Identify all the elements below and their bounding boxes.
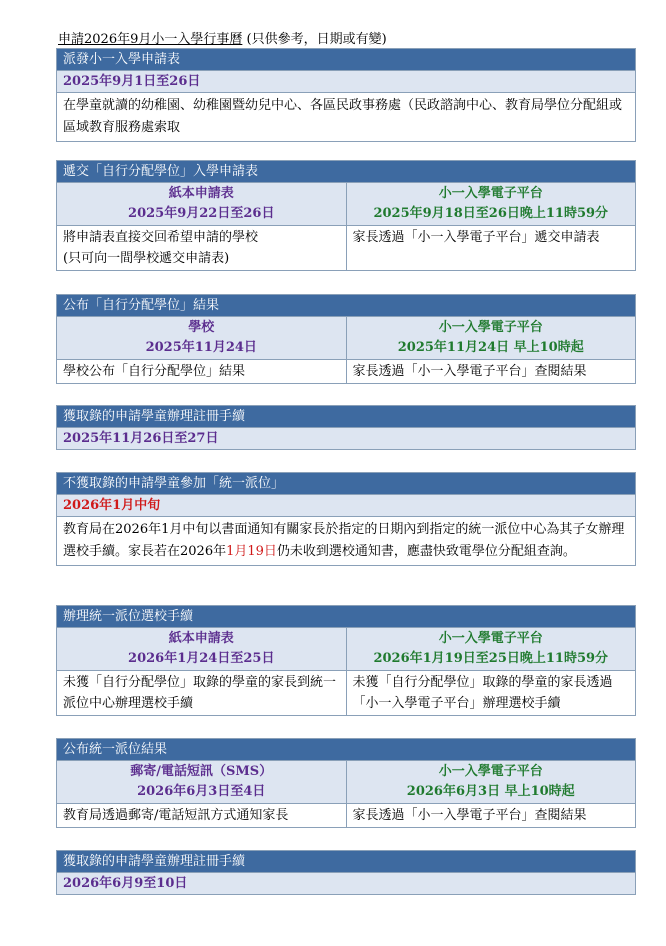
document-title xyxy=(58,28,387,47)
description-text: 教育局在2026年1月中旬以書面通知有關家長於指定的日期內到指定的統一派位中心為其子女辦理選校手續。家長若在2026年 xyxy=(63,522,625,559)
two-column-body xyxy=(57,359,635,383)
school-column-header xyxy=(57,317,346,359)
eplatform-description: 家長透過「小一入學電子平台」遞交申請表 xyxy=(346,226,636,270)
eplatform-column-header xyxy=(346,317,636,359)
eplatform-description: 家長透過「小一入學電子平台」查閱結果 xyxy=(346,360,636,383)
column-title: 小一入學電子平台 xyxy=(438,320,543,335)
description-line: 將申請表直接交回希望申請的學校 xyxy=(63,230,259,245)
school-description: 學校公布「自行分配學位」結果 xyxy=(57,360,346,383)
section-date: 2025年9月1日至26日 xyxy=(57,70,635,92)
highlight-date: 1月19日 xyxy=(226,544,277,559)
section-description xyxy=(57,516,635,565)
section-date: 2026年1月中旬 xyxy=(57,494,635,516)
section-header: 獲取錄的申請學童辦理註冊手續 xyxy=(57,406,635,427)
two-column-header xyxy=(57,182,635,225)
section-description: 在學童就讀的幼稚園、幼稚園暨幼兒中心、各區民政事務處（民政諮詢中心、教育局學位分配組或區域教育服務處索取 xyxy=(57,92,635,141)
title-main: 申請2026年9月小一入學行事曆 xyxy=(58,32,243,47)
two-column-header xyxy=(57,627,635,670)
section-header: 獲取錄的申請學童辦理註冊手續 xyxy=(57,851,635,872)
section-choice-procedures xyxy=(56,605,636,716)
section-date: 2025年11月26日至27日 xyxy=(57,427,635,449)
eplatform-description: 未獲「自行分配學位」取錄的學童的家長透過「小一入學電子平台」辦理選校手續 xyxy=(346,671,636,715)
column-date: 2026年1月19日至25日晚上11時59分 xyxy=(373,651,609,666)
sms-column-header xyxy=(57,761,346,803)
section-registration-1 xyxy=(56,405,636,450)
section-header: 遞交「自行分配學位」入學申請表 xyxy=(57,161,635,182)
section-discretionary-results xyxy=(56,294,636,384)
section-central-allocation xyxy=(56,472,636,566)
two-column-header xyxy=(57,760,635,803)
column-title: 學校 xyxy=(188,320,215,335)
column-title: 小一入學電子平台 xyxy=(438,631,543,646)
section-header: 不獲取錄的申請學童參加「統一派位」 xyxy=(57,473,635,494)
column-date: 2026年6月3日 早上10時起 xyxy=(406,784,575,799)
paper-form-description: 未獲「自行分配學位」取錄的學童的家長到統一派位中心辦理選校手續 xyxy=(57,671,346,715)
eplatform-description: 家長透過「小一入學電子平台」查閱結果 xyxy=(346,804,636,827)
section-header: 派發小一入學申請表 xyxy=(57,49,635,70)
description-line: (只可向一間學校遞交申請表) xyxy=(63,251,230,266)
column-title: 紙本申請表 xyxy=(168,186,234,201)
description-text: 仍未收到選校通知書，應盡快致電學位分配組查詢。 xyxy=(276,544,576,559)
column-title: 小一入學電子平台 xyxy=(438,186,543,201)
two-column-header xyxy=(57,316,635,359)
paper-form-column-header xyxy=(57,628,346,670)
section-date: 2026年6月9至10日 xyxy=(57,872,635,894)
column-date: 2026年1月24日至25日 xyxy=(128,651,275,666)
paper-form-description xyxy=(57,226,346,270)
section-header: 辦理統一派位選校手續 xyxy=(57,606,635,627)
column-title: 郵寄/電話短訊（SMS） xyxy=(130,764,273,779)
eplatform-column-header xyxy=(346,628,636,670)
column-title: 小一入學電子平台 xyxy=(438,764,543,779)
section-header: 公布統一派位結果 xyxy=(57,739,635,760)
sms-description: 教育局透過郵寄/電話短訊方式通知家長 xyxy=(57,804,346,827)
section-distribute-forms xyxy=(56,48,636,142)
two-column-body xyxy=(57,803,635,827)
column-date: 2025年11月24日 xyxy=(145,340,257,355)
two-column-body xyxy=(57,225,635,270)
column-date: 2026年6月3日至4日 xyxy=(137,784,266,799)
section-registration-2 xyxy=(56,850,636,895)
section-header: 公布「自行分配學位」結果 xyxy=(57,295,635,316)
two-column-body xyxy=(57,670,635,715)
paper-form-column-header xyxy=(57,183,346,225)
title-note: (只供參考，日期或有變) xyxy=(246,32,387,47)
column-date: 2025年11月24日 早上10時起 xyxy=(397,340,584,355)
column-date: 2025年9月22日至26日 xyxy=(128,206,275,221)
column-date: 2025年9月18日至26日晚上11時59分 xyxy=(373,206,609,221)
section-submit-discretionary xyxy=(56,160,636,271)
eplatform-column-header xyxy=(346,761,636,803)
section-allocation-results xyxy=(56,738,636,828)
eplatform-column-header xyxy=(346,183,636,225)
column-title: 紙本申請表 xyxy=(168,631,234,646)
